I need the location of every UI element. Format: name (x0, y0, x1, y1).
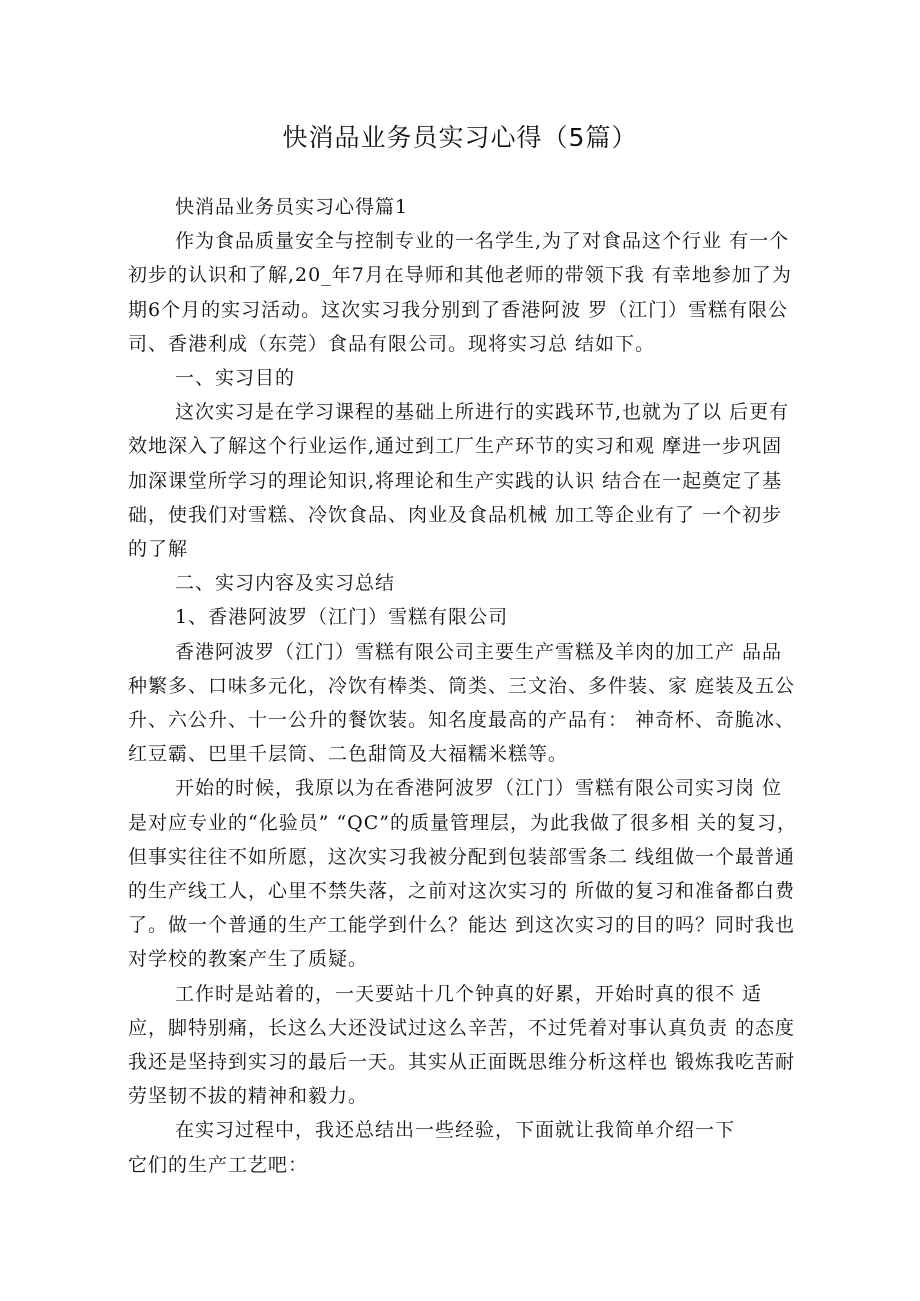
paragraph-intro: 作为食品质量安全与控制专业的一名学生,为了对食品这个行业 有一个初步的认识和了解,20_年7月在导师和其他老师的带领下我 有幸地参加了为期6个月的实习活动。这次实习我分别到了香港阿波 罗（江门）雪糕有限公司、香港利成（东莞）食品有限公司。现将实习总 结如下。 (128, 230, 792, 355)
subsection-heading: 1、香港阿波罗（江门）雪糕有限公司 (175, 606, 509, 629)
paragraph-work: 工作时是站着的，一天要站十几个钟真的好累，开始时真的很不 适应，脚特别痛，长这么大还没试过这么辛苦，不过凭着对事认真负责 的态度我还是坚持到实习的最后一天。其实从正面既思维分析这样也 锻炼我吃苦耐劳坚韧不拔的精神和毅力。 (128, 982, 796, 1108)
document-title: 快消品业务员实习心得（5篇） (282, 123, 638, 152)
section-heading: 一、实习目的 (175, 367, 296, 390)
paragraph-continuation: 它们的生产工艺吧： (128, 1153, 309, 1176)
section-heading: 快消品业务员实习心得篇1 (175, 196, 409, 218)
paragraph-experience: 在实习过程中，我还总结出一些经验，下面就让我简单介绍一下 (175, 1119, 736, 1142)
paragraph-beginning: 开始的时候，我原以为在香港阿波罗（江门）雪糕有限公司实习岗 位是对应专业的“化验员” “QC”的质量管理层，为此我做了很多相 关的复习，但事实往往不如所愿，这次实习我被分配到包装部雪条二 线组做一个最普通的生产线工人，心里不禁失落，之前对这次实习的 所做的复习和准备都白费了。做一个普通的生产工能学到什么？能达 到这次实习的目的吗？同时我也对学校的教案产生了质疑。 (128, 777, 798, 971)
paragraph-company: 香港阿波罗（江门）雪糕有限公司主要生产雪糕及羊肉的加工产 品品种繁多、口味多元化，冷饮有棒类、筒类、三文治、多件装、家 庭装及五公升、六公升、十一公升的餐饮装。知名度最高的产品有： 神奇杯、奇脆冰、红豆霸、巴里千层筒、二色甜筒及大福糯米糕等。 (128, 640, 796, 766)
paragraph-purpose: 这次实习是在学习课程的基础上所进行的实践环节,也就为了以 后更有效地深入了解这个行业运作,通过到工厂生产环节的实习和观 摩进一步巩固加深课堂所学习的理论知识,将理论和生产实践的认识 结合在一起奠定了基础，使我们对雪糕、冷饮食品、肉业及食品机械 加工等企业有了 一个初步的了解 (128, 401, 790, 561)
section-heading: 二、实习内容及实习总结 (175, 572, 396, 595)
document-body (128, 190, 800, 1182)
